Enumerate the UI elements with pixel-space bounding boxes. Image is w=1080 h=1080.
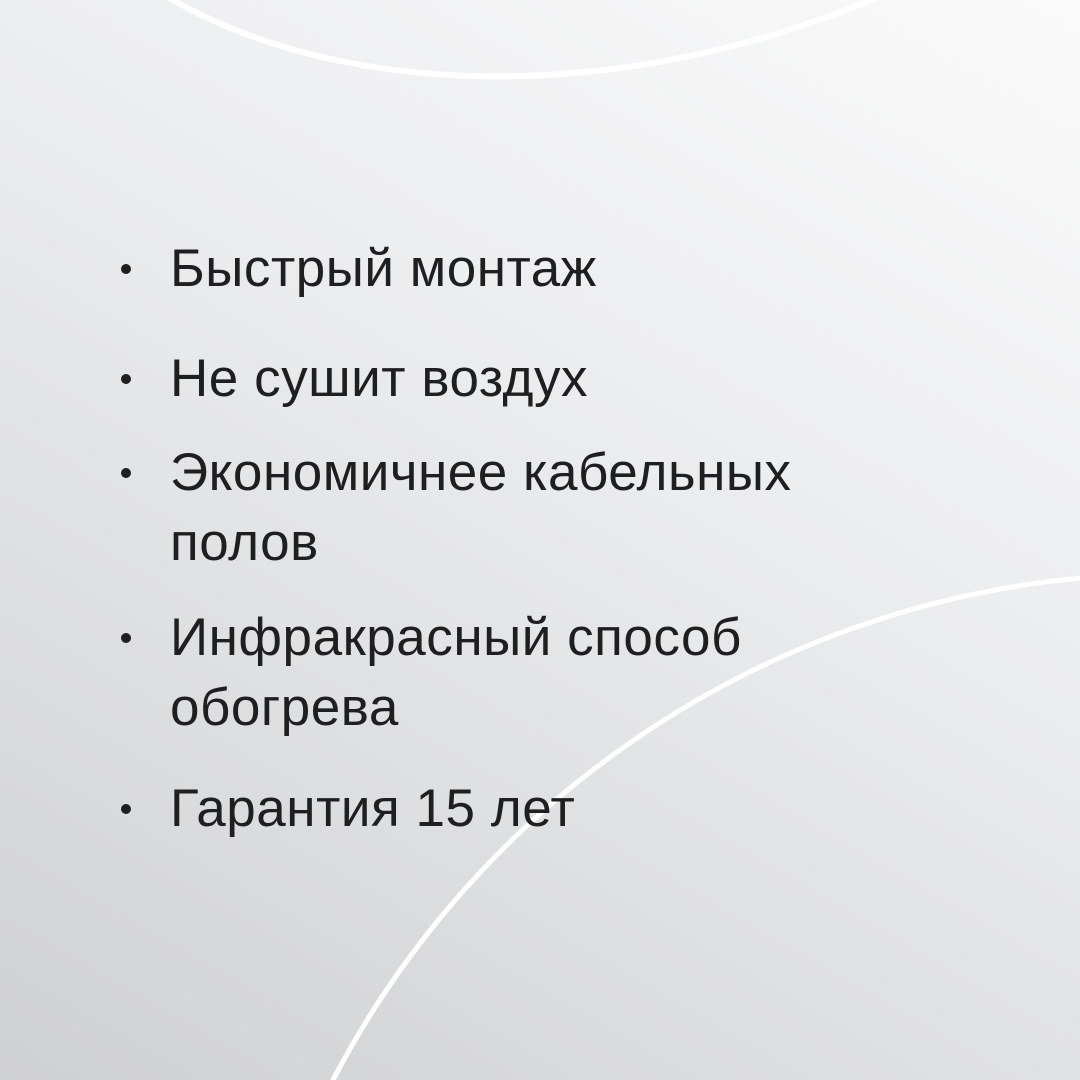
list-item-line: Гарантия 15 лет bbox=[170, 779, 576, 838]
bullet-dot-icon bbox=[121, 374, 131, 384]
list-item-line: полов bbox=[170, 513, 319, 572]
list-item bbox=[121, 438, 981, 578]
list-item bbox=[121, 234, 981, 304]
list-item-line: Быстрый монтаж bbox=[170, 239, 597, 298]
list-item-line: Инфракрасный способ bbox=[170, 608, 742, 667]
list-item-text bbox=[170, 774, 575, 844]
bullet-dot-icon bbox=[121, 264, 131, 274]
list-item-text bbox=[170, 438, 792, 578]
list-item bbox=[121, 774, 981, 844]
bullet-dot-icon bbox=[121, 804, 131, 814]
list-item-text bbox=[170, 603, 742, 743]
list-item bbox=[121, 603, 981, 743]
bullet-dot-icon bbox=[121, 633, 131, 643]
list-item-line: Экономичнее кабельных bbox=[170, 443, 792, 502]
bullet-dot-icon bbox=[121, 468, 131, 478]
list-item bbox=[121, 344, 981, 414]
list-item-text bbox=[170, 234, 597, 304]
list-item-text bbox=[170, 344, 588, 414]
benefits-list bbox=[121, 234, 981, 844]
list-item-line: Не сушит воздух bbox=[170, 349, 589, 408]
top-swoosh-line bbox=[163, 0, 890, 76]
list-item-line: обогрева bbox=[170, 678, 399, 737]
